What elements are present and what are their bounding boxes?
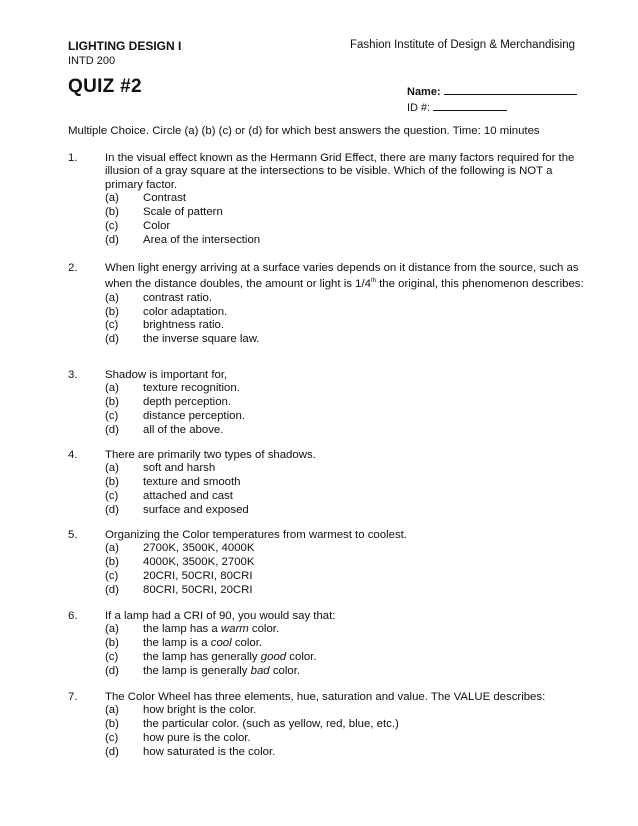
option-letter: (a) — [105, 192, 119, 205]
option-text-part: the lamp is generally — [143, 665, 251, 678]
option-text: distance perception. — [143, 410, 245, 423]
option-a[interactable] — [105, 704, 593, 718]
option-d[interactable] — [105, 584, 593, 598]
options-list — [105, 292, 593, 348]
option-text — [143, 651, 317, 664]
option-c[interactable] — [105, 651, 593, 665]
question-7 — [68, 691, 593, 760]
option-letter: (c) — [105, 732, 119, 745]
option-text-part: the lamp has generally — [143, 651, 261, 664]
option-text: soft and harsh — [143, 462, 216, 475]
option-letter: (c) — [105, 490, 119, 503]
option-text — [143, 623, 279, 636]
option-b[interactable] — [105, 556, 593, 570]
option-b[interactable] — [105, 718, 593, 732]
option-letter: (d) — [105, 424, 119, 437]
question-stem: The Color Wheel has three elements, hue, saturation and value. The VALUE describes: — [105, 691, 546, 703]
stem-part: When light energy arriving at a surface varies depends on it distance from the source, such as when the distance doubles, the amount or light is 1/4 — [105, 262, 579, 291]
option-text-emphasis: warm — [220, 623, 249, 636]
option-letter: (b) — [105, 305, 119, 318]
options-list — [105, 542, 593, 598]
option-text: texture and smooth — [143, 476, 241, 489]
option-letter: (b) — [105, 637, 119, 650]
option-text: 2700K, 3500K, 4000K — [143, 542, 255, 555]
option-letter: (d) — [105, 233, 119, 246]
option-a[interactable] — [105, 382, 593, 396]
option-text-part: color. — [286, 651, 317, 664]
option-letter: (d) — [105, 665, 119, 678]
option-letter: (c) — [105, 410, 119, 423]
option-letter: (d) — [105, 333, 119, 346]
option-text: all of the above. — [143, 424, 224, 437]
option-letter: (a) — [105, 623, 119, 636]
question-stem: If a lamp had a CRI of 90, you would say that: — [105, 610, 336, 622]
name-label: Name: — [407, 86, 441, 98]
question-6 — [68, 610, 593, 679]
option-text-part: the lamp is a — [143, 637, 211, 650]
option-text: 80CRI, 50CRI, 20CRI — [143, 584, 253, 597]
question-stem: Shadow is important for, — [105, 369, 228, 381]
options-list — [105, 704, 593, 760]
question-number: 7. — [68, 691, 78, 703]
option-letter: (d) — [105, 746, 119, 759]
id-blank[interactable] — [433, 100, 507, 111]
question-5 — [68, 529, 593, 598]
option-text-part: color. — [248, 623, 280, 636]
option-letter: (b) — [105, 476, 119, 489]
question-stem: Organizing the Color temperatures from warmest to coolest. — [105, 529, 407, 541]
option-d[interactable] — [105, 333, 593, 347]
option-text-emphasis: good — [260, 651, 287, 664]
option-letter: (a) — [105, 542, 119, 555]
option-c[interactable] — [105, 220, 593, 234]
option-a[interactable] — [105, 623, 593, 637]
instructions: Multiple Choice. Circle (a) (b) (c) or (d) for which best answers the question. Time: 10 minutes — [68, 125, 540, 137]
name-blank[interactable] — [444, 84, 577, 95]
question-2 — [68, 262, 593, 347]
question-3 — [68, 369, 593, 438]
question-number: 3. — [68, 369, 78, 381]
name-field[interactable] — [407, 84, 577, 98]
option-letter: (b) — [105, 396, 119, 409]
option-text-part: color. — [269, 665, 301, 678]
stem-part: the original, this phenomenon describes: — [375, 278, 584, 291]
option-text: Color — [143, 220, 171, 232]
option-text: color adaptation. — [143, 305, 228, 318]
stem-superscript: th — [370, 278, 376, 285]
option-b[interactable] — [105, 637, 593, 651]
option-text: texture recognition. — [143, 382, 240, 395]
option-letter: (d) — [105, 584, 119, 597]
question-stem — [105, 262, 593, 292]
option-letter: (b) — [105, 206, 119, 219]
option-d[interactable] — [105, 746, 593, 760]
option-letter: (c) — [105, 651, 119, 664]
option-text-part: the lamp has a — [143, 623, 221, 636]
option-d[interactable] — [105, 665, 593, 679]
question-1 — [68, 152, 593, 248]
course-title: LIGHTING DESIGN I — [68, 39, 182, 53]
option-text: 20CRI, 50CRI, 80CRI — [143, 570, 253, 583]
question-4 — [68, 449, 593, 518]
option-text: surface and exposed — [143, 504, 249, 517]
school-name: Fashion Institute of Design & Merchandising — [350, 39, 576, 51]
option-d[interactable] — [105, 234, 593, 248]
option-text: how saturated is the color. — [143, 746, 276, 759]
option-letter: (c) — [105, 570, 119, 583]
option-c[interactable] — [105, 570, 593, 584]
option-text: attached and cast — [143, 490, 233, 503]
option-c[interactable] — [105, 732, 593, 746]
question-number: 2. — [68, 262, 78, 274]
option-text: the inverse square law. — [143, 333, 260, 346]
option-b[interactable] — [105, 206, 593, 220]
option-c[interactable] — [105, 319, 593, 333]
option-c[interactable] — [105, 410, 593, 424]
option-text-emphasis: cool — [210, 637, 232, 650]
id-field[interactable] — [407, 100, 507, 114]
option-text: contrast ratio. — [143, 291, 213, 304]
question-number: 4. — [68, 449, 78, 461]
option-text — [143, 665, 300, 678]
option-text-part: color. — [231, 637, 263, 650]
option-text: Contrast — [143, 192, 187, 205]
option-text — [143, 637, 262, 650]
options-list — [105, 462, 593, 518]
option-a[interactable] — [105, 292, 593, 306]
options-list — [105, 623, 593, 679]
question-number: 5. — [68, 529, 78, 541]
option-letter: (c) — [105, 319, 119, 332]
question-stem: There are primarily two types of shadows. — [105, 449, 316, 461]
option-letter: (b) — [105, 556, 119, 569]
option-letter: (d) — [105, 504, 119, 517]
option-b[interactable] — [105, 306, 593, 320]
option-b[interactable] — [105, 476, 593, 490]
question-stem: In the visual effect known as the Hermann Grid Effect, there are many factors required for the illusion of a gray square at the intersections to be visible. Which of the following is NOT a primary factor. — [105, 152, 575, 191]
option-a[interactable] — [105, 192, 593, 206]
quiz-title: QUIZ #2 — [68, 76, 142, 97]
option-letter: (a) — [105, 462, 119, 475]
option-letter: (b) — [105, 718, 119, 731]
option-letter: (c) — [105, 220, 119, 232]
question-number: 1. — [68, 152, 78, 164]
option-letter: (a) — [105, 382, 119, 395]
question-number: 6. — [68, 610, 78, 622]
course-code: INTD 200 — [68, 55, 116, 67]
option-text: the particular color. (such as yellow, red, blue, etc.) — [143, 718, 399, 731]
id-label: ID #: — [407, 102, 431, 114]
option-b[interactable] — [105, 396, 593, 410]
option-a[interactable] — [105, 462, 593, 476]
option-letter: (a) — [105, 291, 119, 304]
option-c[interactable] — [105, 490, 593, 504]
option-d[interactable] — [105, 424, 593, 438]
options-list — [105, 192, 593, 248]
option-text-emphasis: bad — [250, 665, 270, 678]
option-text: brightness ratio. — [143, 319, 225, 332]
option-text: how pure is the color. — [143, 732, 251, 745]
option-a[interactable] — [105, 542, 593, 556]
option-text: how bright is the color. — [143, 704, 257, 717]
option-text: depth perception. — [143, 396, 232, 409]
option-text: 4000K, 3500K, 2700K — [143, 556, 255, 569]
option-d[interactable] — [105, 504, 593, 518]
option-text: Scale of pattern — [143, 206, 223, 219]
options-list — [105, 382, 593, 438]
option-text: Area of the intersection — [143, 233, 261, 246]
option-letter: (a) — [105, 704, 119, 717]
